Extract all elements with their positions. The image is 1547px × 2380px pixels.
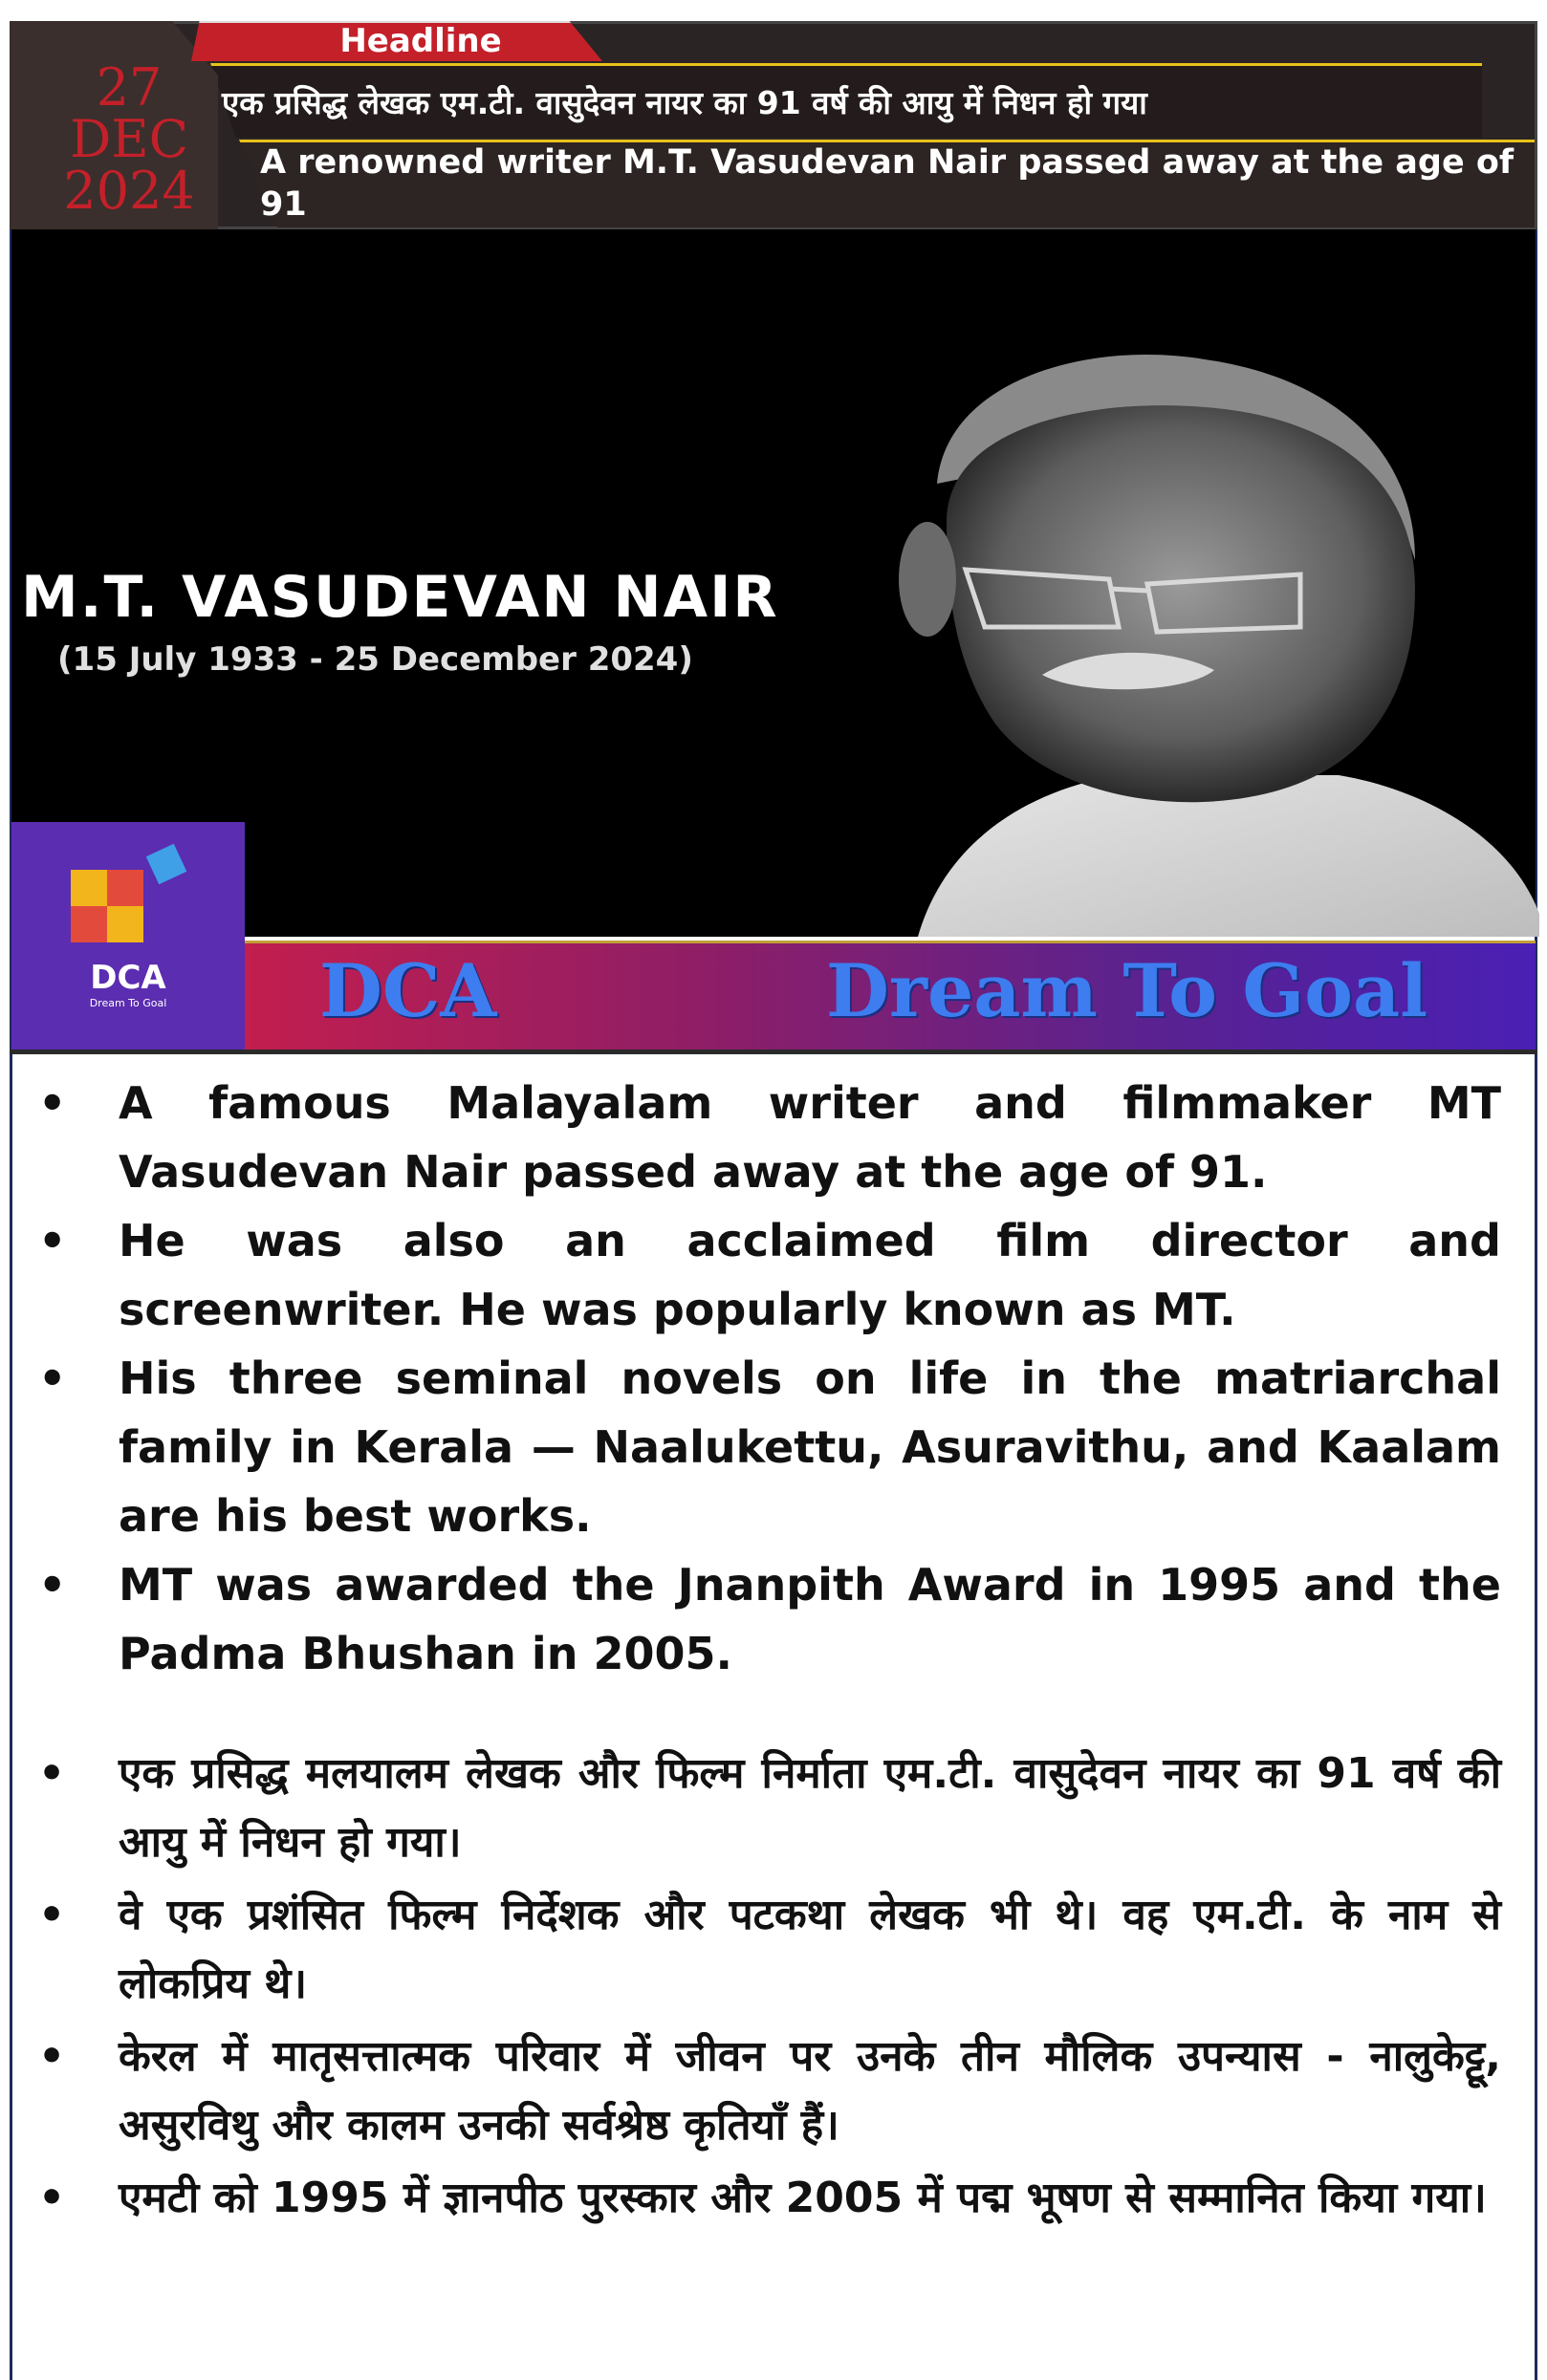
headline-hindi-title: एक प्रसिद्ध लेखक एम.टी. वासुदेवन नायर का 91 वर्ष की आयु में निधन हो गया: [222, 84, 1147, 121]
date-day: 27: [96, 57, 163, 118]
date-month: DEC: [69, 109, 189, 169]
logo-text: DCA: [90, 959, 166, 997]
date-year: 2024: [63, 161, 195, 221]
logo-tagline: Dream To Goal: [89, 997, 167, 1009]
portrait-image: [803, 340, 1539, 937]
list-item: • His three seminal novels on life in the matriarchal family in Kerala — Naalukettu, Asuravithu, and Kaalam are his best works.: [38, 1344, 1501, 1550]
list-item: • एमटी को 1995 में ज्ञानपीठ पुरस्कार और 2005 में पद्म भूषण से सम्मानित किया गया।: [38, 2164, 1501, 2233]
list-item: • MT was awarded the Jnanpith Award in 1995 and the Padma Bhushan in 2005.: [38, 1550, 1501, 1688]
english-points: [38, 1069, 1501, 1688]
list-item: • A famous Malayalam writer and filmmaker MT Vasudevan Nair passed away at the age of 91.: [38, 1069, 1501, 1206]
list-item: • वे एक प्रशंसित फिल्म निर्देशक और पटकथा लेखक भी थे। वह एम.टी. के नाम से लोकप्रिय थे।: [38, 1881, 1501, 2019]
list-item: • He was also an acclaimed film director and screenwriter. He was popularly known as MT.: [38, 1206, 1501, 1344]
headline-label: Headline: [339, 22, 502, 60]
photo-name: M.T. VASUDEVAN NAIR: [21, 564, 779, 631]
puzzle-icon: [11, 822, 245, 965]
banner-divider: [10, 1049, 1537, 1054]
banner-tagline: Dream To Goal: [826, 948, 1428, 1033]
dca-logo: [11, 822, 245, 1049]
list-item: • एक प्रसिद्ध मलयालम लेखक और फिल्म निर्माता एम.टी. वासुदेवन नायर का 91 वर्ष की आयु में निधन हो गया।: [38, 1740, 1501, 1877]
banner-dca-text: DCA: [319, 948, 497, 1033]
photo-dates: (15 July 1933 - 25 December 2024): [57, 640, 693, 679]
hindi-points: [38, 1740, 1501, 2237]
list-item: • केरल में मातृसत्तात्मक परिवार में जीवन पर उनके तीन मौलिक उपन्यास - नालुकेट्टू, असुरविथु और कालम उनकी सर्वश्रेष्ठ कृतियाँ हैं।: [38, 2023, 1501, 2160]
headline-english-title: A renowned writer M.T. Vasudevan Nair passed away at the age of 91: [260, 143, 1514, 224]
